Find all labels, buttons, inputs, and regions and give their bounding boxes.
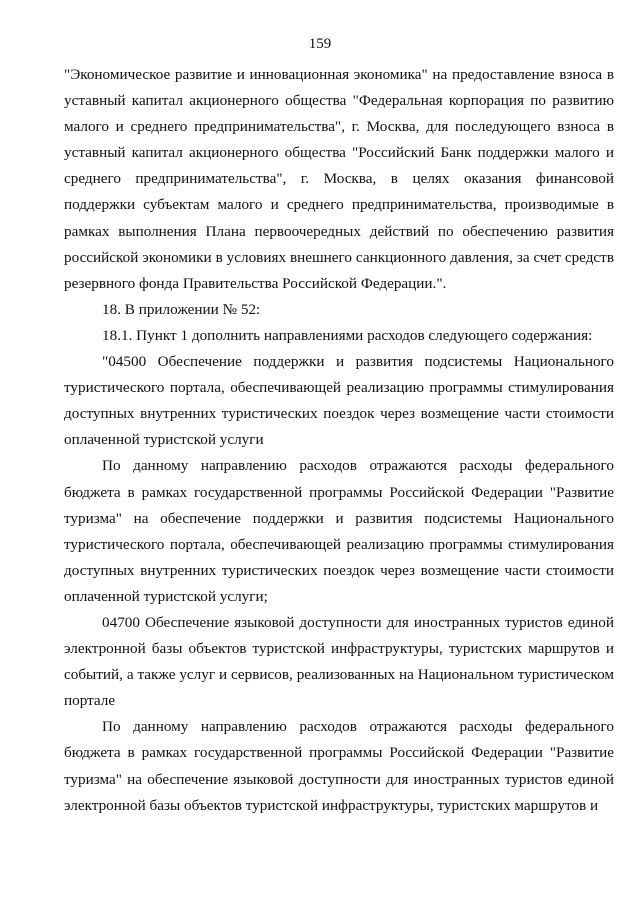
paragraph-code-04700: 04700 Обеспечение языковой доступности для иностранных туристов единой электронной базы объектов туристской инфраструктуры, туристских маршрутов и событий, а также услуг и сервисов, реализованных на Национальном туристическом портале (64, 613, 614, 710)
paragraph-item-18-1: 18.1. Пункт 1 дополнить направлениями расходов следующего содержания: (102, 326, 593, 344)
paragraph-code-04500: "04500 Обеспечение поддержки и развития подсистемы Национального туристического портала, обеспечивающей реализацию программы стимулирования доступных внутренних туристических поездок через возмещение части стоимости оплаченной туристской услуги (64, 353, 614, 449)
page-number: 159 (308, 36, 332, 52)
paragraph-section-18: 18. В приложении № 52: (102, 300, 261, 318)
paragraph-04700-description: По данному направлению расходов отражаются расходы федерального бюджета в рамках государственной программы Российской Федерации "Развитие туризма" на обеспечение языковой доступности для иностранных туристов единой электронной базы объектов туристской инфраструктуры, туристских маршрутов и (64, 718, 614, 814)
paragraph-continuation: "Экономическое развитие и инновационная экономика" на предоставление взноса в уставный капитал акционерного общества "Федеральная корпорация по развитию малого и среднего предпринимательства", г. Москва, для последующего взноса в уставный капитал акционерного общества "Российский Банк поддержки малого и среднего предпринимательства", г. Москва, в целях оказания финансовой поддержки субъектам малого и среднего предпринимательства, производимые в рамках выполнения Плана первоочередных действий по обеспечению развития российской экономики в условиях внешнего санкционного давления, за счет средств резервного фонда Правительства Российской Федерации.". (64, 66, 614, 292)
paragraph-04500-description: По данному направлению расходов отражаются расходы федерального бюджета в рамках государственной программы Российской Федерации "Развитие туризма" на обеспечение поддержки и развития подсистемы Национального туристического портала, обеспечивающей реализацию программы стимулирования доступных внутренних туристических поездок через возмещение части стоимости оплаченной туристской услуги; (64, 457, 614, 605)
body-text (64, 62, 614, 819)
